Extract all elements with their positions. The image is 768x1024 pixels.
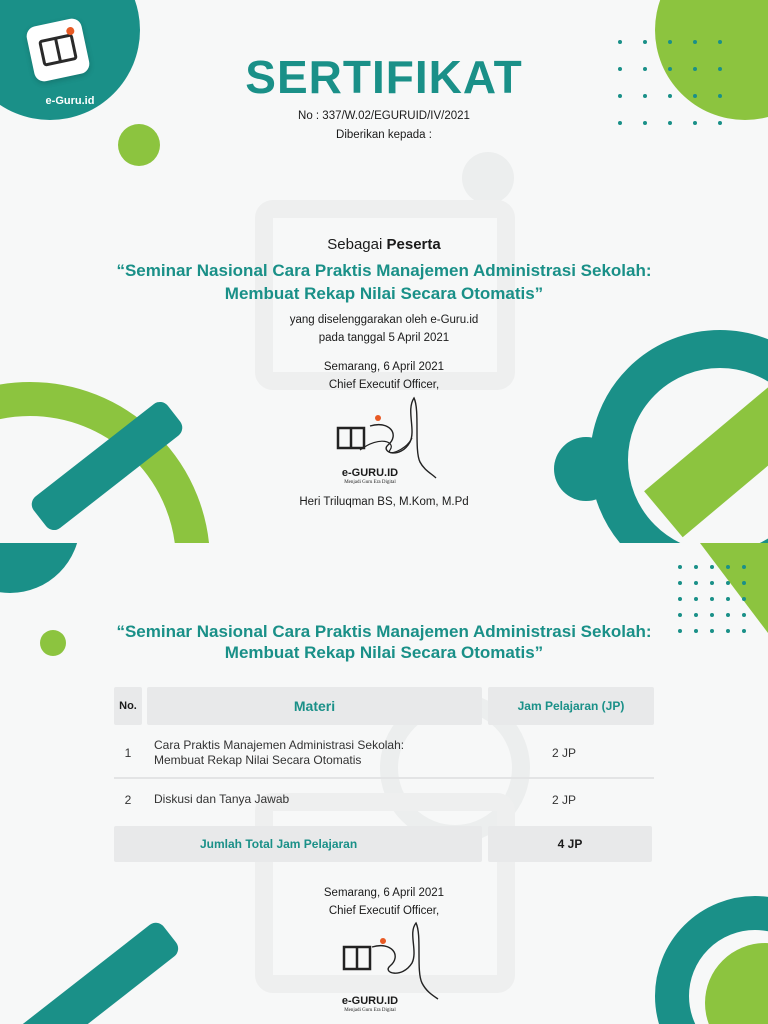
table-total-value: 4 JP [488, 826, 652, 862]
stamp-tagline: Menjadi Guru Era Digital [344, 480, 396, 485]
row-jp: 2 JP [551, 793, 576, 807]
row-materi-line2: Membuat Rekap Nilai Secara Otomatis [154, 753, 362, 767]
role-prefix: Sebagai [327, 236, 383, 253]
stamp-name-back: e-GURU.ID [341, 995, 399, 1007]
signer-name: Heri Triluqman BS, M.Kom, M.Pd [299, 496, 469, 508]
decor-circle-teal-right [554, 437, 618, 501]
row-number: 1 [124, 746, 132, 760]
event-title-line2-back: Membuat Rekap Nilai Secara Otomatis” [224, 643, 544, 662]
signer-position: Chief Executif Officer, [328, 379, 440, 391]
place-date: Semarang, 6 April 2021 [323, 361, 445, 373]
row-separator [114, 777, 654, 779]
signer-position-back: Chief Executif Officer, [328, 905, 440, 917]
watermark-head [462, 152, 514, 204]
event-title-line1-back: “Seminar Nasional Cara Praktis Manajemen Administrasi Sekolah: [116, 622, 652, 641]
table-header-no: No. [114, 687, 142, 725]
table-total-label: Jumlah Total Jam Pelajaran [114, 826, 482, 862]
logo-text: e-Guru.id [45, 95, 95, 107]
decor-circle-teal-top-left-2 [0, 543, 80, 593]
event-title-line2: Membuat Rekap Nilai Secara Otomatis” [224, 284, 544, 303]
given-to-label: Diberikan kepada : [336, 129, 432, 141]
organizer-line: yang diselenggarakan oleh e-Guru.id [289, 314, 479, 326]
row-number: 2 [124, 793, 132, 807]
event-date-line: pada tanggal 5 April 2021 [318, 332, 450, 344]
place-date-back: Semarang, 6 April 2021 [323, 887, 445, 899]
certificate-title: SERTIFIKAT [245, 51, 523, 103]
row-materi-line1: Diskusi dan Tanya Jawab [154, 792, 290, 806]
row-materi-line1: Cara Praktis Manajemen Administrasi Sekolah: [154, 738, 405, 752]
decor-bar-teal-bottom-left [8, 919, 182, 1024]
certificate-page-back [0, 543, 768, 1024]
table-header-materi: Materi [147, 687, 482, 725]
role-line [0, 236, 768, 253]
certificate-number: No : 337/W.02/EGURUID/IV/2021 [298, 110, 470, 122]
table-header-jp: Jam Pelajaran (JP) [488, 687, 654, 725]
stamp-name: e-GURU.ID [341, 467, 399, 479]
event-title-line1: “Seminar Nasional Cara Praktis Manajemen Administrasi Sekolah: [116, 261, 652, 280]
row-jp: 2 JP [551, 746, 576, 760]
role-value: Peserta [386, 236, 441, 253]
stamp-tagline-back: Menjadi Guru Era Digital [344, 1008, 396, 1013]
